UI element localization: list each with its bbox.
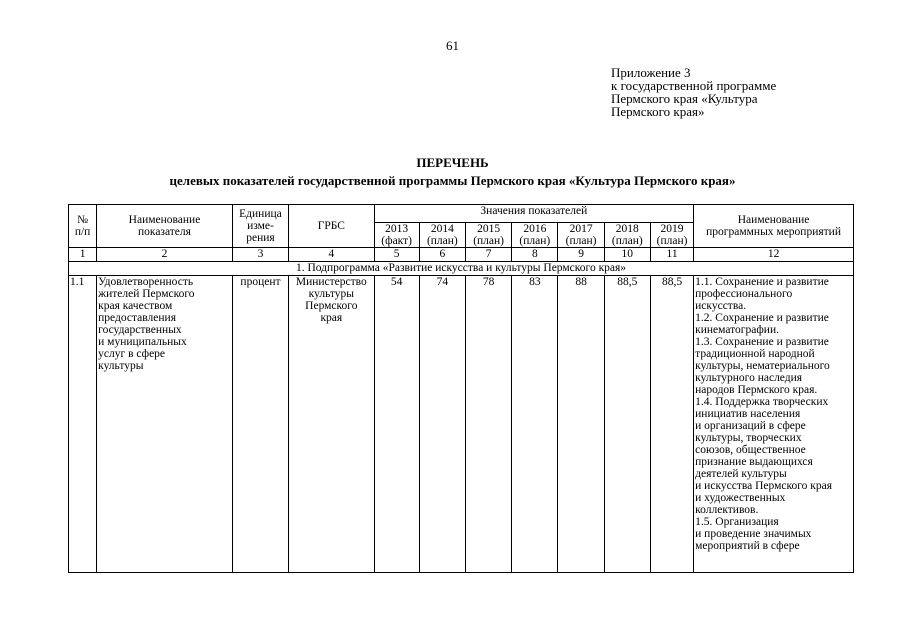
column-number: 5 xyxy=(374,248,419,262)
column-number: 7 xyxy=(465,248,511,262)
header-program-events: Наименование программных мероприятий xyxy=(694,205,854,248)
appendix-line: Приложение 3 xyxy=(611,65,691,80)
indicator-name: Удовлетворенность жителей Пермского края качеством предоставления государственных и муниципальных услуг в сфере культуры xyxy=(97,276,233,573)
header-no: № п/п xyxy=(69,205,97,248)
column-number: 8 xyxy=(512,248,558,262)
header-indicator-name: Наименование показателя xyxy=(97,205,233,248)
value-2017: 88 xyxy=(558,276,604,573)
column-number: 9 xyxy=(558,248,604,262)
subprogram-title: 1. Подпрограмма «Развитие искусства и культуры Пермского края» xyxy=(69,262,854,276)
column-number: 12 xyxy=(694,248,854,262)
header-unit: Единица изме- рения xyxy=(232,205,288,248)
value-2014: 74 xyxy=(419,276,465,573)
page-number: 61 xyxy=(446,38,459,53)
column-number: 6 xyxy=(419,248,465,262)
appendix-line: Пермского края «Культура xyxy=(611,91,758,106)
appendix-line: Пермского края» xyxy=(611,104,705,119)
column-number: 11 xyxy=(650,248,693,262)
year-header: 2017 (план) xyxy=(558,223,604,248)
value-2015: 78 xyxy=(465,276,511,573)
year-header: 2015 (план) xyxy=(465,223,511,248)
column-number-row xyxy=(69,248,854,262)
document-title: ПЕРЕЧЕНЬ xyxy=(416,155,489,170)
year-header: 2014 (план) xyxy=(419,223,465,248)
program-events: 1.1. Сохранение и развитие профессионального искусства. 1.2. Сохранение и развитие кинематографии. 1.3. Сохранение и развитие традиционной народной культуры, нематериального культурного наследия народов Пермского края. 1.4. Поддержка творческих инициатив населения и организаций в сфере культуры, творческих союзов, общественное признание выдающихся деятелей культуры и искусства Пермского края и художественных коллективов. 1.5. Организация и проведение значимых мероприятий в сфере xyxy=(694,276,854,573)
year-header: 2019 (план) xyxy=(650,223,693,248)
column-number: 10 xyxy=(604,248,650,262)
value-2013: 54 xyxy=(374,276,419,573)
value-2019: 88,5 xyxy=(650,276,693,573)
column-number: 1 xyxy=(69,248,97,262)
header-grbs: ГРБС xyxy=(289,205,374,248)
year-header: 2016 (план) xyxy=(512,223,558,248)
document-subtitle: целевых показателей государственной программы Пермского края «Культура Пермского края» xyxy=(169,173,736,188)
year-header: 2018 (план) xyxy=(604,223,650,248)
header-row xyxy=(69,205,854,223)
subprogram-row xyxy=(69,262,854,276)
column-number: 4 xyxy=(289,248,374,262)
year-header: 2013 (факт) xyxy=(374,223,419,248)
appendix-note xyxy=(611,66,776,118)
row-number: 1.1 xyxy=(69,276,97,573)
value-2016: 83 xyxy=(512,276,558,573)
table-row xyxy=(69,276,854,573)
unit-value: процент xyxy=(232,276,288,573)
value-2018: 88,5 xyxy=(604,276,650,573)
column-number: 2 xyxy=(97,248,233,262)
header-values-group: Значения показателей xyxy=(374,205,694,223)
appendix-line: к государственной программе xyxy=(611,78,777,93)
indicators-table xyxy=(68,204,854,573)
grbs-value: Министерство культуры Пермского края xyxy=(289,276,374,573)
column-number: 3 xyxy=(232,248,288,262)
